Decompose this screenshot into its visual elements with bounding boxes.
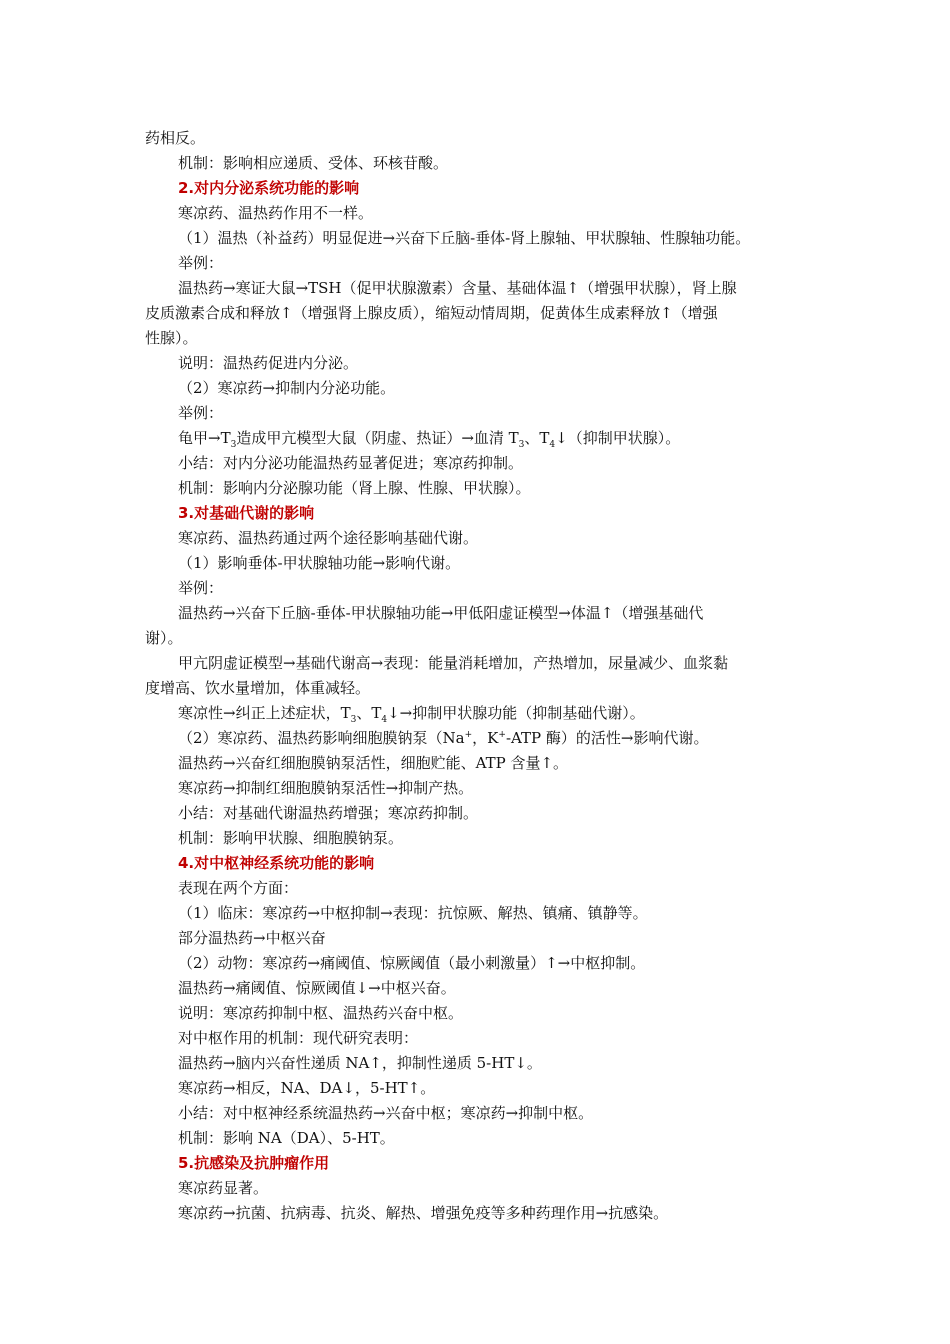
text-line: 说明：寒凉药抑制中枢、温热药兴奋中枢。: [178, 1004, 464, 1022]
text-line: 举例：: [178, 404, 224, 422]
text-line: （2）动物：寒凉药→痛阈值、惊厥阈值（最小刺激量）↑→中枢抑制。: [178, 954, 646, 972]
text-line: 寒凉药显著。: [178, 1179, 269, 1197]
text-line: 寒凉性→纠正上述症状，$T_3$、$T_4↓\to$抑制甲状腺功能（抑制基础代谢）。: [178, 704, 645, 725]
section-heading: 3.对基础代谢的影响: [178, 504, 315, 522]
text-line: 部分温热药→中枢兴奋: [178, 929, 326, 947]
text-line: 温热药→寒证大鼠→TSH（促甲状腺激素）含量、基础体温↑（增强甲状腺），肾上腺: [178, 279, 737, 297]
text-line: 机制：影响甲状腺、细胞膜钠泵。: [178, 829, 404, 847]
text-line: 表现在两个方面：: [178, 879, 299, 897]
text-line: 机制：影响内分泌腺功能（肾上腺、性腺、甲状腺）。: [178, 479, 531, 497]
text-line: （2）寒凉药、温热药影响细胞膜钠泵（Na+，K+-ATP 酶）的活性→影响代谢。: [178, 729, 709, 747]
text-line: 寒凉药、温热药作用不一样。: [178, 204, 374, 222]
text-line: （2）寒凉药→抑制内分泌功能。: [178, 379, 396, 397]
text-line: 机制：影响 NA（DA）、5-HT。: [178, 1129, 395, 1147]
text-line: 龟甲$\to T_3$造成甲亢模型大鼠（阴虚、热证）→血清 $T_3$、$T_4↓$（抑制甲状腺）。: [178, 429, 681, 450]
text-line: 小结：对内分泌功能温热药显著促进；寒凉药抑制。: [178, 454, 524, 472]
text-line: 说明：温热药促进内分泌。: [178, 354, 359, 372]
text-line: 寒凉药→抗菌、抗病毒、抗炎、解热、增强免疫等多种药理作用→抗感染。: [178, 1204, 669, 1222]
text-line: 小结：对基础代谢温热药增强；寒凉药抑制。: [178, 804, 479, 822]
section-heading: 5.抗感染及抗肿瘤作用: [178, 1154, 330, 1172]
text-line: 寒凉药→抑制红细胞膜钠泵活性→抑制产热。: [178, 779, 474, 797]
text-line: （1）影响垂体-甲状腺轴功能→影响代谢。: [178, 554, 461, 572]
section-heading: 4.对中枢神经系统功能的影响: [178, 854, 375, 872]
text-line: 药相反。: [145, 129, 206, 147]
text-line: 温热药→兴奋下丘脑-垂体-甲状腺轴功能→甲低阳虚证模型→体温↑（增强基础代: [178, 604, 704, 622]
text-line: （1）临床：寒凉药→中枢抑制→表现：抗惊厥、解热、镇痛、镇静等。: [178, 904, 648, 922]
text-line: 温热药→兴奋红细胞膜钠泵活性，细胞贮能、ATP 含量↑。: [178, 754, 569, 772]
text-line: 温热药→痛阈值、惊厥阈值↓→中枢兴奋。: [178, 979, 456, 997]
text-line: 机制：影响相应递质、受体、环核苷酸。: [178, 154, 449, 172]
text-line: 皮质激素合成和释放↑（增强肾上腺皮质），缩短动情周期，促黄体生成素释放↑（增强: [145, 304, 718, 322]
text-line: 谢）。: [145, 629, 183, 647]
text-line: （1）温热（补益药）明显促进→兴奋下丘脑-垂体-肾上腺轴、甲状腺轴、性腺轴功能。: [178, 229, 751, 247]
text-line: 对中枢作用的机制：现代研究表明：: [178, 1029, 419, 1047]
text-line: 温热药→脑内兴奋性递质 NA↑，抑制性递质 5-HT↓。: [178, 1054, 542, 1072]
text-line: 度增高、饮水量增加，体重减轻。: [145, 679, 371, 697]
text-line: 寒凉药→相反，NA、DA↓，5-HT↑。: [178, 1079, 436, 1097]
text-line: 性腺）。: [145, 329, 198, 347]
text-line: 举例：: [178, 254, 224, 272]
text-line: 举例：: [178, 579, 224, 597]
text-line: 寒凉药、温热药通过两个途径影响基础代谢。: [178, 529, 479, 547]
text-line: 甲亢阴虚证模型→基础代谢高→表现：能量消耗增加，产热增加，尿量减少、血浆黏: [178, 654, 729, 672]
section-heading: 2.对内分泌系统功能的影响: [178, 179, 360, 197]
text-line: 小结：对中枢神经系统温热药→兴奋中枢；寒凉药→抑制中枢。: [178, 1104, 594, 1122]
